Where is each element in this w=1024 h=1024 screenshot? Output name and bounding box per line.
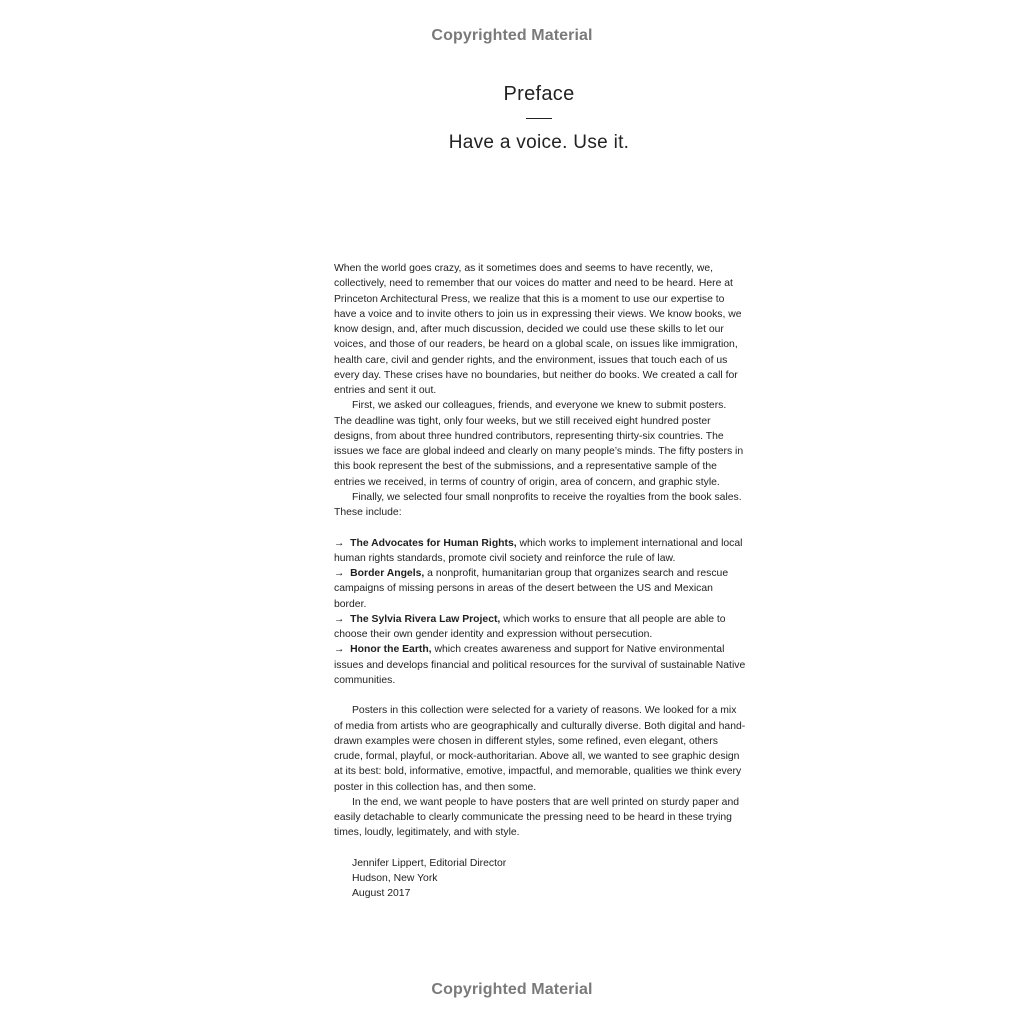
org-description: a nonprofit, humanitarian group that organizes search and rescue campaigns of missing persons in areas of the desert between the US and Mexican border. bbox=[334, 568, 729, 610]
signature-name: Jennifer Lippert, Editorial Director bbox=[352, 857, 507, 869]
intro-paragraph-2: First, we asked our colleagues, friends, and everyone we knew to submit posters. The deadline was tight, only four weeks, but we still received eight hundred poster designs, from about three hundred contributors, representing thirty-six countries. The issues we face are global indeed and clearly on many people’s minds. The fifty posters in this book represent the best of the submissions, and a representative sample of the entries we received, in terms of country of origin, area of concern, and graphic style. bbox=[334, 400, 744, 488]
intro-paragraph-1: When the world goes crazy, as it sometimes does and seems to have recently, we, collectively, need to remember that our voices do matter and need to be heard. Here at Princeton Architectural Press, we realize that this is a moment to use our expertise to have a voice and to invite others to join us in expressing their views. We know books, we know design, and, after much discussion, decided we could use these skills to let our voices, and those of our readers, be heard on a global scale, on issues like immigration, health care, civil and gender rights, and the environment, issues that touch each of us every day. These crises have no boundaries, but neither do books. We created a call for entries and sent it out. bbox=[334, 263, 742, 396]
list-item bbox=[334, 642, 746, 688]
spacer bbox=[334, 520, 746, 535]
page-title: Preface bbox=[503, 83, 575, 105]
list-item bbox=[334, 536, 746, 567]
org-name: The Advocates for Human Rights, bbox=[350, 537, 517, 549]
watermark-bottom: Copyrighted Material bbox=[431, 981, 593, 998]
org-name: Border Angels, bbox=[350, 568, 425, 579]
list-item bbox=[334, 612, 746, 643]
org-name: The Sylvia Rivera Law Project, bbox=[350, 613, 501, 625]
org-description: which works to ensure that all people are able to choose their own gender identity and expression without persecution. bbox=[334, 613, 726, 640]
list-item bbox=[334, 566, 746, 612]
arrow-icon: → bbox=[334, 613, 345, 625]
spacer bbox=[334, 841, 746, 856]
closing-paragraph-1: Posters in this collection were selected for a variety of reasons. We looked for a mix of media from artists who are geographically and culturally diverse. Both digital and hand-drawn examples were chosen in different styles, some refined, even elegant, others crude, formal, playful, or mock-authoritarian. Above all, we wanted to see graphic design at its best: bold, informative, emotive, impactful, and memorable, qualities we think every poster in this collection has, and then some. bbox=[334, 705, 746, 793]
nonprofit-list bbox=[334, 536, 746, 689]
arrow-icon: → bbox=[334, 568, 345, 579]
intro-paragraph-3: Finally, we selected four small nonprofits to receive the royalties from the book sales. These include: bbox=[334, 491, 742, 518]
arrow-icon: → bbox=[334, 644, 345, 656]
preface-body bbox=[334, 261, 746, 902]
closing-paragraph-2: In the end, we want people to have posters that are well printed on sturdy paper and easily detachable to clearly communicate the pressing need to be heard in these trying times, loudly, legitimately, and with style. bbox=[334, 796, 740, 839]
arrow-icon: → bbox=[334, 537, 345, 549]
org-description: which creates awareness and support for Native environmental issues and develops financial and political resources for the survival of sustainable Native communities. bbox=[334, 644, 746, 686]
watermark-top: Copyrighted Material bbox=[431, 27, 593, 44]
signature-place: Hudson, New York bbox=[352, 873, 438, 884]
signature-date: August 2017 bbox=[352, 888, 411, 900]
org-name: Honor the Earth, bbox=[350, 644, 432, 656]
page-subtitle: Have a voice. Use it. bbox=[448, 132, 630, 153]
title-divider bbox=[526, 118, 552, 119]
org-description: which works to implement international and local human rights standards, promote civil society and reinforce the rule of law. bbox=[334, 537, 743, 564]
spacer bbox=[334, 688, 746, 703]
